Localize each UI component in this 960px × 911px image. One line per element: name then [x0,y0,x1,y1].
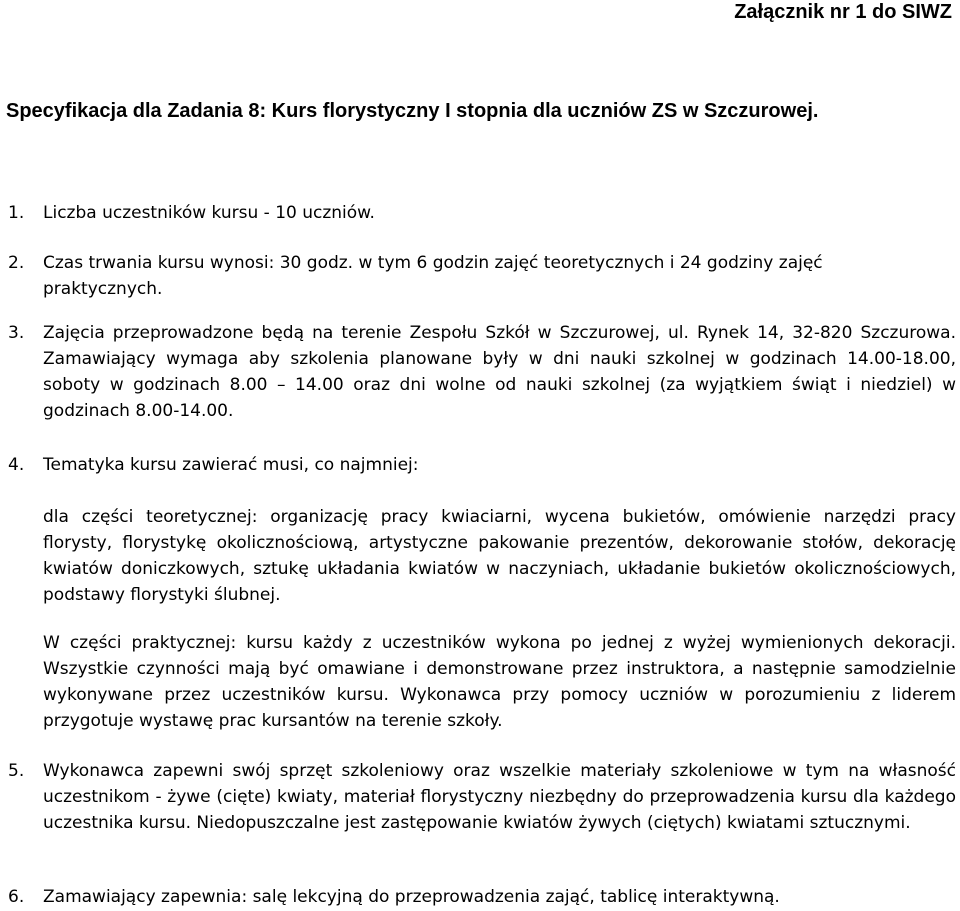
list-item-text: Liczba uczestników kursu - 10 uczniów. [43,203,375,223]
list-item-number: 4. [8,455,25,475]
list-item [8,250,956,302]
list-item-text: Wykonawca zapewni swój sprzęt szkoleniowy oraz wszelkie materiały szkoleniowe w tym na własność uczestnikom - żywe (cięte) kwiaty, materiał florystyczny niezbędny do przeprowadzenia kursu dla każdego uczestnika kursu. Niedopuszczalne jest zastępowanie kwiatów żywych (ciętych) kwiatami sztucznymi. [43,761,956,833]
list-item-text: Zajęcia przeprowadzone będą na terenie Zespołu Szkół w Szczurowej, ul. Rynek 14, 32-820 Szczurowa. Zamawiający wymaga aby szkolenia planowane były w dni nauki szkolnej w godzinach 14.00-18.00, soboty w godzinach 8.00 – 14.00 oraz dni wolne od nauki szkolnej (za wyjątkiem świąt i niedziel) w godzinach 8.00-14.00. [43,323,956,421]
list-item [8,452,956,478]
list-item [8,884,956,910]
topics-practice-paragraph: W części praktycznej: kursu każdy z uczestników wykona po jednej z wyżej wymienionych dekoracji. Wszystkie czynności mają być omawiane i demonstrowane przez instruktora, a następnie samodzielnie wykonywane przez uczestników kursu. Wykonawca przy pomocy uczniów w porozumieniu z liderem przygotuje wystawę prac kursantów na terenie szkoły. [43,633,956,731]
list-item-text: Tematyka kursu zawierać musi, co najmniej: [43,455,419,475]
annex-label: Załącznik nr 1 do SIWZ [734,1,952,23]
list-item [8,320,956,424]
list-item [8,200,956,226]
document-title: Specyfikacja dla Zadania 8: Kurs florystyczny I stopnia dla uczniów ZS w Szczurowej. [6,100,819,122]
list-item-text: Czas trwania kursu wynosi: 30 godz. w tym 6 godzin zajęć teoretycznych i 24 godziny zajęć praktycznych. [43,253,823,299]
list-item-number: 6. [8,887,25,907]
list-item [8,758,956,836]
list-item-text: Zamawiający zapewnia: salę lekcyjną do przeprowadzenia zająć, tablicę interaktywną. [43,887,780,907]
list-item-number: 1. [8,203,25,223]
list-item-number: 5. [8,761,25,781]
topics-theory-paragraph: dla części teoretycznej: organizację pracy kwiaciarni, wycena bukietów, omówienie narzędzi pracy florysty, florystykę okolicznościową, artystyczne pakowanie prezentów, dekorowanie stołów, dekorację kwiatów doniczkowych, sztukę układania kwiatów w naczyniach, układanie bukietów okolicznościowych, podstawy florystyki ślubnej. [43,507,956,605]
list-item-number: 3. [8,323,25,343]
list-item-number: 2. [8,253,25,273]
